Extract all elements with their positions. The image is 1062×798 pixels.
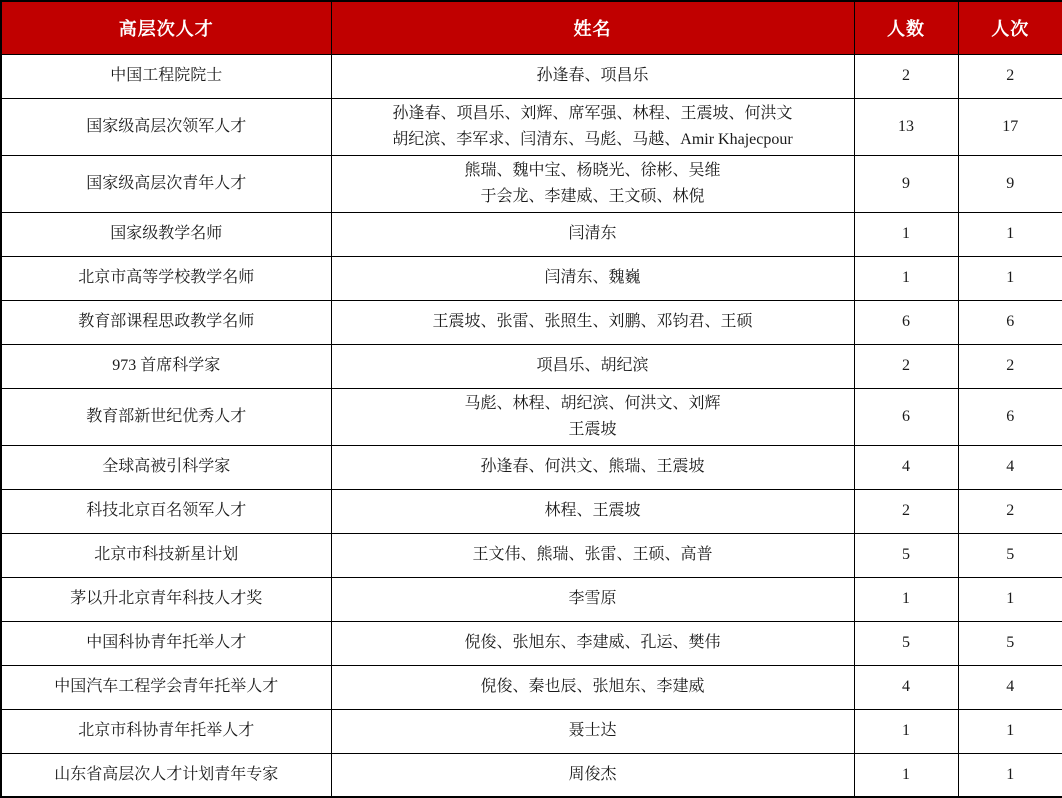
count-cell: 6: [854, 388, 958, 445]
count-cell: 1: [854, 753, 958, 797]
names-line: 林程、王震坡: [544, 502, 641, 519]
category-cell: 中国科协青年托举人才: [1, 621, 331, 665]
table-row: [1, 256, 1062, 300]
col-header-times: 人次: [958, 1, 1062, 54]
names-cell: [331, 256, 854, 300]
count-cell: 2: [854, 344, 958, 388]
category-cell: 茅以升北京青年科技人才奖: [1, 577, 331, 621]
table-row: [1, 709, 1062, 753]
count-cell: 1: [854, 256, 958, 300]
names-cell: [331, 388, 854, 445]
category-cell: 国家级教学名师: [1, 212, 331, 256]
names-line: 倪俊、秦也辰、张旭东、李建威: [480, 678, 705, 695]
table-row: [1, 98, 1062, 155]
table-row: [1, 344, 1062, 388]
table-row: [1, 388, 1062, 445]
category-cell: 国家级高层次青年人才: [1, 155, 331, 212]
table-row: [1, 212, 1062, 256]
count-cell: 2: [854, 54, 958, 98]
times-cell: 1: [958, 577, 1062, 621]
names-line: 倪俊、张旭东、李建威、孔运、樊伟: [464, 634, 721, 651]
names-cell: [331, 753, 854, 797]
count-cell: 5: [854, 533, 958, 577]
names-cell: [331, 709, 854, 753]
times-cell: 2: [958, 344, 1062, 388]
times-cell: 6: [958, 388, 1062, 445]
names-line: 胡纪滨、李军求、闫清东、马彪、马越、Amir Khajecpour: [392, 130, 793, 148]
names-line: 闫清东、魏巍: [544, 269, 641, 286]
names-line: 王文伟、熊瑞、张雷、王硕、高普: [472, 546, 713, 563]
times-cell: 1: [958, 212, 1062, 256]
table-row: [1, 489, 1062, 533]
names-cell: [331, 445, 854, 489]
names-cell: [331, 489, 854, 533]
table-row: [1, 753, 1062, 797]
times-cell: 1: [958, 256, 1062, 300]
count-cell: 4: [854, 665, 958, 709]
table-body: [1, 54, 1062, 797]
category-cell: 山东省高层次人才计划青年专家: [1, 753, 331, 797]
table-row: [1, 155, 1062, 212]
names-line: 李雪原: [568, 590, 617, 607]
names-cell: [331, 54, 854, 98]
names-cell: [331, 212, 854, 256]
names-cell: [331, 98, 854, 155]
times-cell: 5: [958, 533, 1062, 577]
category-cell: 全球高被引科学家: [1, 445, 331, 489]
category-cell: 国家级高层次领军人才: [1, 98, 331, 155]
count-cell: 5: [854, 621, 958, 665]
count-cell: 4: [854, 445, 958, 489]
category-cell: 北京市科技新星计划: [1, 533, 331, 577]
names-line: 马彪、林程、胡纪滨、何洪文、刘辉: [464, 394, 721, 412]
times-cell: 9: [958, 155, 1062, 212]
names-line: 孙逢春、项昌乐、刘辉、席军强、林程、王震坡、何洪文: [392, 104, 793, 122]
table-header: [1, 1, 1062, 54]
names-line: 于会龙、李建威、王文硕、林倪: [480, 187, 705, 205]
names-line: 闫清东: [568, 225, 617, 242]
count-cell: 1: [854, 577, 958, 621]
category-cell: 北京市科协青年托举人才: [1, 709, 331, 753]
times-cell: 17: [958, 98, 1062, 155]
count-cell: 9: [854, 155, 958, 212]
table-row: [1, 577, 1062, 621]
names-line: 周俊杰: [568, 765, 617, 783]
count-cell: 1: [854, 709, 958, 753]
count-cell: 13: [854, 98, 958, 155]
category-cell: 科技北京百名领军人才: [1, 489, 331, 533]
names-cell: [331, 300, 854, 344]
count-cell: 1: [854, 212, 958, 256]
category-cell: 中国汽车工程学会青年托举人才: [1, 665, 331, 709]
names-line: 聂士达: [568, 722, 617, 739]
names-cell: [331, 665, 854, 709]
names-cell: [331, 533, 854, 577]
table-row: [1, 300, 1062, 344]
times-cell: 1: [958, 709, 1062, 753]
names-cell: [331, 155, 854, 212]
names-line: 王震坡: [568, 420, 617, 438]
times-cell: 2: [958, 489, 1062, 533]
names-cell: [331, 344, 854, 388]
times-cell: 1: [958, 753, 1062, 797]
times-cell: 2: [958, 54, 1062, 98]
times-cell: 5: [958, 621, 1062, 665]
names-line: 项昌乐、胡纪滨: [536, 357, 649, 374]
col-header-count: 人数: [854, 1, 958, 54]
names-line: 孙逢春、何洪文、熊瑞、王震坡: [480, 458, 705, 475]
names-line: 熊瑞、魏中宝、杨晓光、徐彬、吴维: [464, 161, 721, 179]
category-cell: 中国工程院院士: [1, 54, 331, 98]
table-row: [1, 533, 1062, 577]
count-cell: 2: [854, 489, 958, 533]
category-cell: 教育部新世纪优秀人才: [1, 388, 331, 445]
table-row: [1, 665, 1062, 709]
table-row: [1, 445, 1062, 489]
times-cell: 4: [958, 665, 1062, 709]
category-cell: 北京市高等学校教学名师: [1, 256, 331, 300]
count-cell: 6: [854, 300, 958, 344]
col-header-names: 姓名: [331, 1, 854, 54]
names-line: 王震坡、张雷、张照生、刘鹏、邓钧君、王硕: [432, 313, 753, 330]
table-row: [1, 621, 1062, 665]
header-row: [1, 1, 1062, 54]
names-cell: [331, 577, 854, 621]
table-row: [1, 54, 1062, 98]
category-cell: 教育部课程思政教学名师: [1, 300, 331, 344]
times-cell: 4: [958, 445, 1062, 489]
times-cell: 6: [958, 300, 1062, 344]
names-line: 孙逢春、项昌乐: [536, 67, 649, 84]
category-cell: 973 首席科学家: [1, 344, 331, 388]
col-header-category: 高层次人才: [1, 1, 331, 54]
names-cell: [331, 621, 854, 665]
